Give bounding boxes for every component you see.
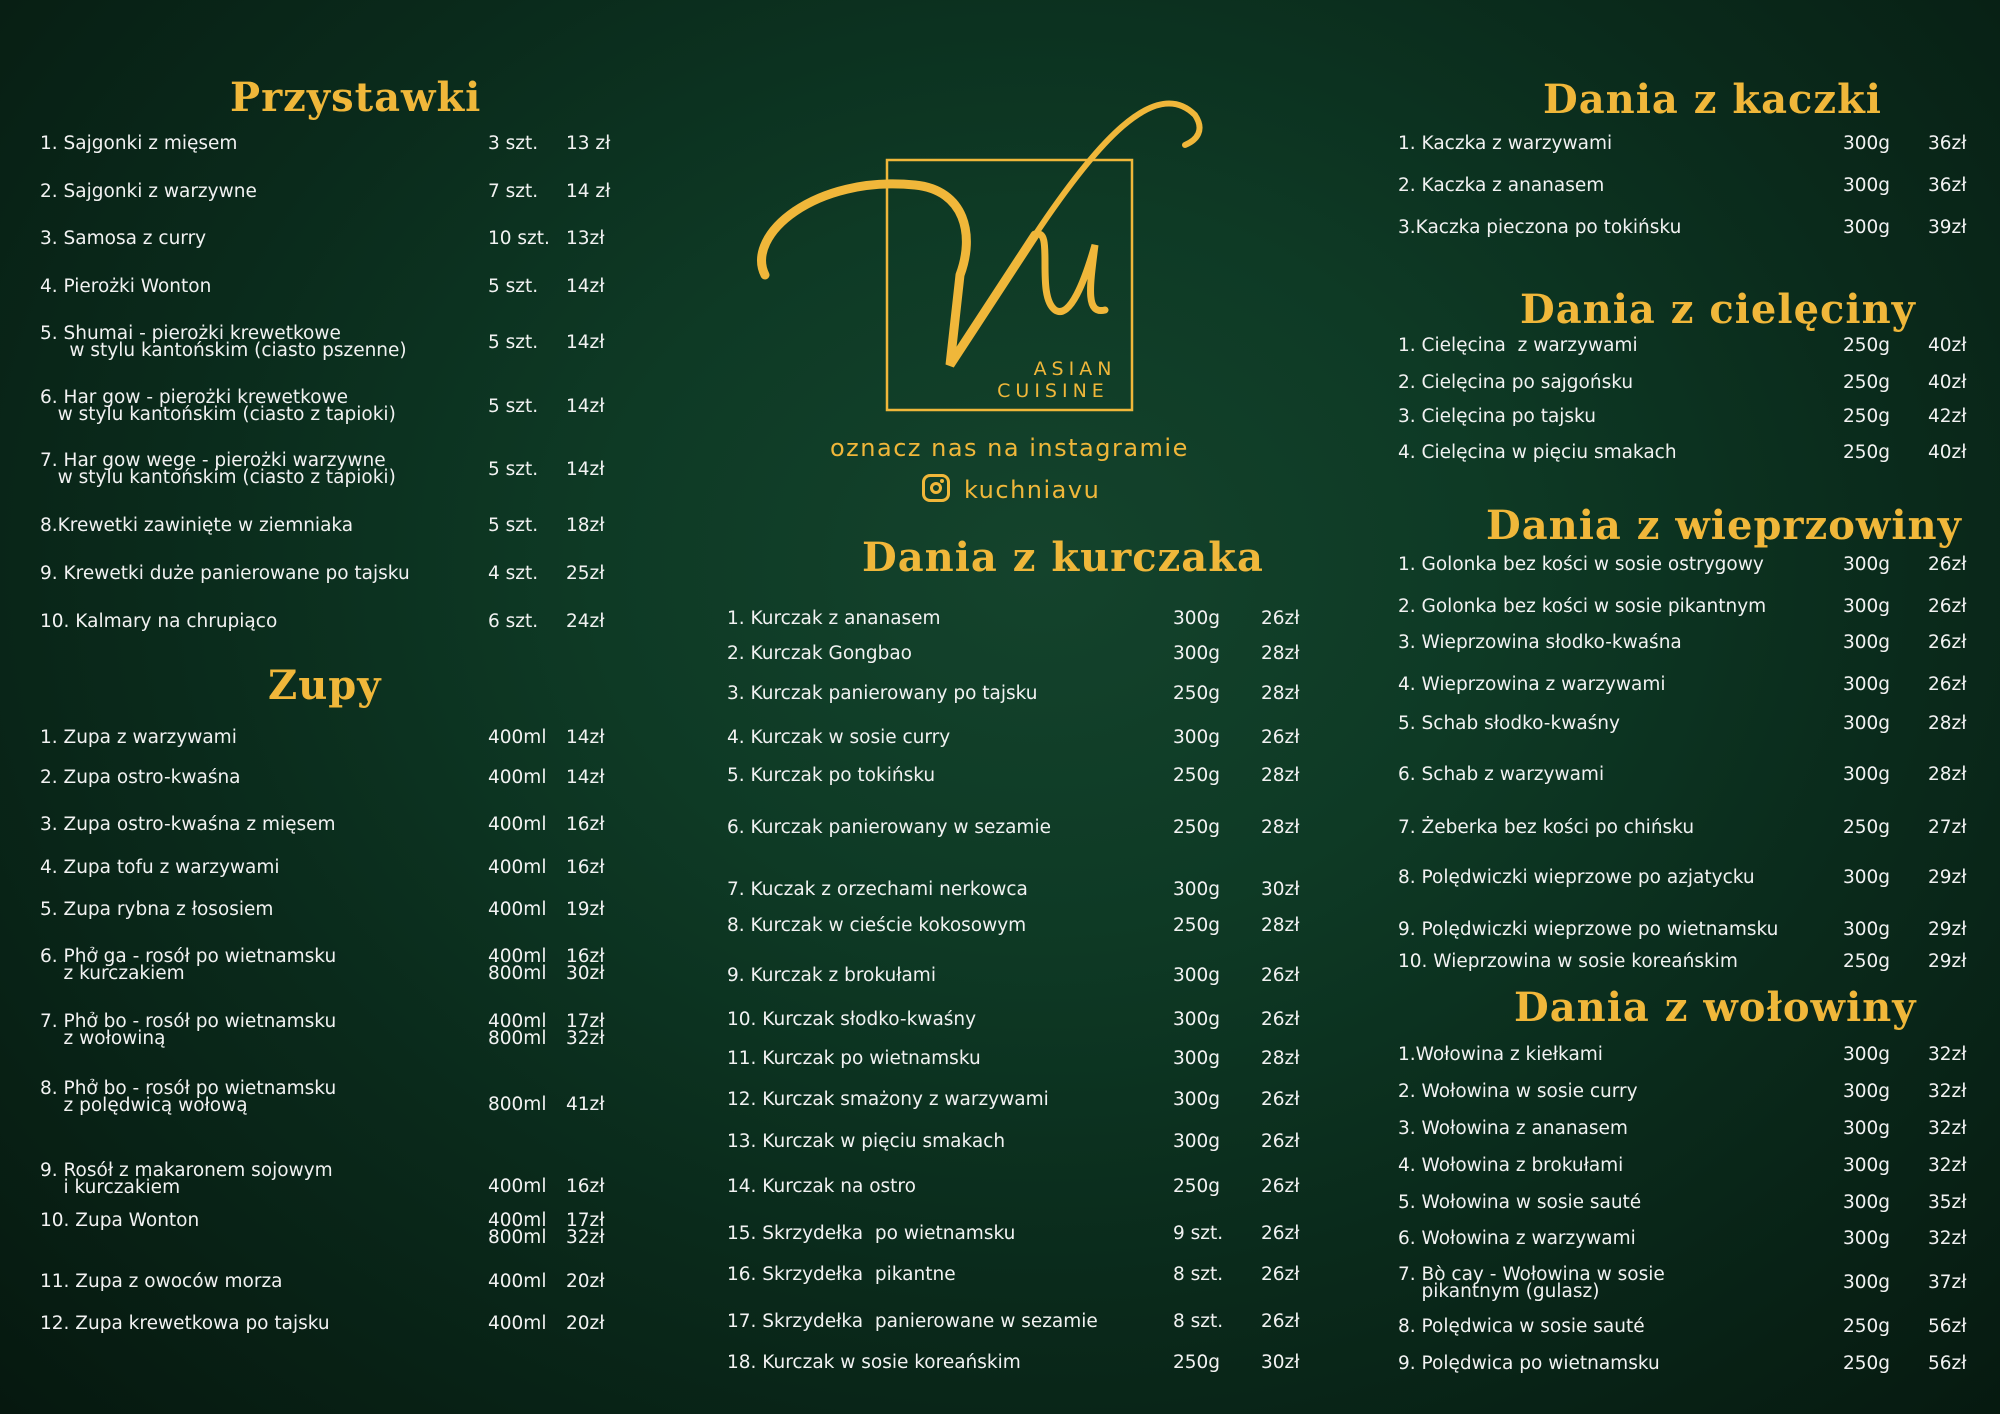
- item-quantity: 250g: [1173, 915, 1221, 936]
- item-price: 42zł: [1928, 406, 1967, 427]
- item-quantity: 300g: [1843, 713, 1891, 734]
- item-quantity: 300g: [1843, 764, 1891, 785]
- item-name: 3.Kaczka pieczona po tokińsku: [1398, 217, 1682, 238]
- item-quantity: 300g: [1843, 1155, 1891, 1176]
- item-name: 3. Samosa z curry: [40, 228, 207, 249]
- item-quantity: 400ml: [488, 1313, 547, 1334]
- item-price: 41zł: [566, 1094, 605, 1115]
- item-name: 11. Zupa z owoców morza: [40, 1271, 283, 1292]
- item-price: 28zł: [1261, 683, 1300, 704]
- item-price: 30zł: [1261, 1352, 1300, 1373]
- item-price: 26zł: [1928, 596, 1967, 617]
- item-name: 1. Kaczka z warzywami: [1398, 133, 1613, 154]
- item-price: 16zł: [566, 814, 605, 835]
- item-name: 3. Cielęcina po tajsku: [1398, 406, 1596, 427]
- item-price: 14zł: [566, 459, 605, 480]
- item-name: 14. Kurczak na ostro: [727, 1176, 916, 1197]
- item-name: 2. Cielęcina po sajgońsku: [1398, 372, 1634, 393]
- item-quantity: 250g: [1843, 335, 1891, 356]
- section-kurczak: [727, 0, 1367, 1414]
- item-quantity: 250g: [1843, 372, 1891, 393]
- item-name: 11. Kurczak po wietnamsku: [727, 1048, 981, 1069]
- item-quantity: 9 szt.: [1173, 1223, 1224, 1244]
- section-title-zupy: Zupy: [268, 662, 382, 709]
- item-price: 16zł 30zł: [566, 946, 605, 984]
- item-price: 26zł: [1261, 1089, 1300, 1110]
- item-quantity: 300g: [1843, 133, 1891, 154]
- item-name: 2. Zupa ostro-kwaśna: [40, 767, 241, 788]
- item-quantity: 300g: [1843, 1081, 1891, 1102]
- item-price: 14zł: [566, 332, 605, 353]
- item-price: 28zł: [1928, 713, 1967, 734]
- item-quantity: 10 szt.: [488, 228, 550, 249]
- item-name: 7. Bò cay - Wołowina w sosie pikantnym (gulasz): [1398, 1264, 1665, 1302]
- item-quantity: 5 szt.: [488, 276, 539, 297]
- item-price: 16zł: [566, 1176, 605, 1197]
- item-quantity: 400ml 800ml: [488, 1011, 547, 1049]
- item-name: 10. Zupa Wonton: [40, 1210, 200, 1231]
- item-quantity: 250g: [1843, 817, 1891, 838]
- item-name: 4. Wołowina z brokułami: [1398, 1155, 1624, 1176]
- item-name: 15. Skrzydełka po wietnamsku: [727, 1223, 1016, 1244]
- item-name: 1. Zupa z warzywami: [40, 727, 237, 748]
- item-price: 14 zł: [566, 181, 611, 202]
- item-name: 18. Kurczak w sosie koreańskim: [727, 1352, 1021, 1373]
- item-name: 4. Pierożki Wonton: [40, 276, 212, 297]
- item-price: 17zł 32zł: [566, 1210, 605, 1248]
- instagram-handle: kuchniavu: [964, 476, 1101, 504]
- section-title-kaczka: Dania z kaczki: [1543, 76, 1882, 123]
- item-name: 1. Kurczak z ananasem: [727, 608, 941, 629]
- item-quantity: 250g: [1843, 442, 1891, 463]
- item-quantity: 8 szt.: [1173, 1264, 1224, 1285]
- item-price: 26zł: [1261, 1264, 1300, 1285]
- section-title-przystawki: Przystawki: [230, 74, 482, 121]
- item-quantity: 300g: [1843, 1044, 1891, 1065]
- item-price: 29zł: [1928, 867, 1967, 888]
- instagram-prompt: oznacz nas na instagramie: [830, 434, 1189, 462]
- item-price: 14zł: [566, 276, 605, 297]
- item-price: 16zł: [566, 857, 605, 878]
- item-quantity: 300g: [1843, 867, 1891, 888]
- section-title-wieprzowina: Dania z wieprzowiny: [1486, 502, 1962, 549]
- item-price: 18zł: [566, 515, 605, 536]
- item-name: 1. Cielęcina z warzywami: [1398, 335, 1638, 356]
- item-quantity: 300g: [1173, 965, 1221, 986]
- item-quantity: 3 szt.: [488, 133, 539, 154]
- item-price: 32zł: [1928, 1081, 1967, 1102]
- item-quantity: 5 szt.: [488, 396, 539, 417]
- item-name: 9. Polędwiczki wieprzowe po wietnamsku: [1398, 919, 1779, 940]
- item-price: 28zł: [1261, 643, 1300, 664]
- item-price: 14zł: [566, 767, 605, 788]
- item-name: 6. Schab z warzywami: [1398, 764, 1605, 785]
- item-quantity: 400ml: [488, 727, 547, 748]
- item-quantity: 300g: [1843, 1228, 1891, 1249]
- item-name: 8. Phở bo - rosół po wietnamsku z polędwicą wołową: [40, 1078, 337, 1116]
- item-quantity: 300g: [1843, 1272, 1891, 1293]
- item-name: 6. Kurczak panierowany w sezamie: [727, 817, 1051, 838]
- item-name: 2. Kaczka z ananasem: [1398, 175, 1605, 196]
- item-price: 32zł: [1928, 1044, 1967, 1065]
- item-name: 8. Kurczak w cieście kokosowym: [727, 915, 1027, 936]
- item-price: 40zł: [1928, 442, 1967, 463]
- section-wolowina: [1398, 0, 1998, 1414]
- item-name: 1.Wołowina z kiełkami: [1398, 1044, 1603, 1065]
- item-quantity: 300g: [1843, 1192, 1891, 1213]
- item-price: 13 zł: [566, 133, 611, 154]
- item-quantity: 300g: [1173, 1089, 1221, 1110]
- item-quantity: 800ml: [488, 1094, 547, 1115]
- item-price: 26zł: [1928, 674, 1967, 695]
- item-name: 8. Polędwiczki wieprzowe po azjatycku: [1398, 867, 1755, 888]
- section-title-cielecina: Dania z cielęciny: [1520, 286, 1916, 333]
- item-name: 8.Krewetki zawinięte w ziemniaka: [40, 515, 354, 536]
- item-price: 24zł: [566, 611, 605, 632]
- item-price: 26zł: [1928, 554, 1967, 575]
- item-name: 9. Rosół z makaronem sojowym i kurczakiem: [40, 1160, 333, 1198]
- item-price: 25zł: [566, 563, 605, 584]
- item-name: 2. Kurczak Gongbao: [727, 643, 912, 664]
- item-quantity: 250g: [1843, 951, 1891, 972]
- item-quantity: 400ml: [488, 899, 547, 920]
- item-name: 17. Skrzydełka panierowane w sezamie: [727, 1311, 1098, 1332]
- item-price: 27zł: [1928, 817, 1967, 838]
- item-price: 26zł: [1261, 1009, 1300, 1030]
- item-quantity: 250g: [1173, 817, 1221, 838]
- item-name: 5. Wołowina w sosie sauté: [1398, 1192, 1642, 1213]
- section-title-wolowina: Dania z wołowiny: [1514, 984, 1917, 1031]
- item-price: 35zł: [1928, 1192, 1967, 1213]
- item-price: 39zł: [1928, 217, 1967, 238]
- item-price: 26zł: [1261, 1131, 1300, 1152]
- item-name: 10. Wieprzowina w sosie koreańskim: [1398, 951, 1738, 972]
- item-quantity: 400ml 800ml: [488, 1210, 547, 1248]
- item-quantity: 400ml: [488, 814, 547, 835]
- item-quantity: 300g: [1173, 1131, 1221, 1152]
- item-name: 7. Har gow wege - pierożki warzywne w stylu kantońskim (ciasto z tapioki): [40, 450, 396, 488]
- item-price: 20zł: [566, 1271, 605, 1292]
- item-quantity: 300g: [1843, 217, 1891, 238]
- item-price: 28zł: [1261, 817, 1300, 838]
- item-quantity: 300g: [1843, 674, 1891, 695]
- item-quantity: 300g: [1173, 727, 1221, 748]
- item-name: 5. Shumai - pierożki krewetkowe w stylu kantońskim (ciasto pszenne): [40, 323, 407, 361]
- item-name: 3. Kurczak panierowany po tajsku: [727, 683, 1038, 704]
- item-name: 5. Zupa rybna z łososiem: [40, 899, 274, 920]
- item-price: 26zł: [1928, 632, 1967, 653]
- item-price: 20zł: [566, 1313, 605, 1334]
- item-name: 10. Kalmary na chrupiąco: [40, 611, 278, 632]
- item-price: 28zł: [1261, 915, 1300, 936]
- item-name: 10. Kurczak słodko-kwaśny: [727, 1009, 977, 1030]
- item-name: 4. Wieprzowina z warzywami: [1398, 674, 1666, 695]
- item-name: 7. Kuczak z orzechami nerkowca: [727, 879, 1028, 900]
- item-name: 7. Żeberka bez kości po chińsku: [1398, 817, 1695, 838]
- item-name: 7. Phở bo - rosół po wietnamsku z wołowiną: [40, 1011, 337, 1049]
- item-name: 1. Sajgonki z mięsem: [40, 133, 238, 154]
- item-quantity: 300g: [1173, 1009, 1221, 1030]
- item-price: 28zł: [1261, 765, 1300, 786]
- item-quantity: 7 szt.: [488, 181, 539, 202]
- item-quantity: 5 szt.: [488, 459, 539, 480]
- item-price: 56zł: [1928, 1353, 1967, 1374]
- item-quantity: 300g: [1843, 554, 1891, 575]
- item-quantity: 8 szt.: [1173, 1311, 1224, 1332]
- item-name: 4. Zupa tofu z warzywami: [40, 857, 280, 878]
- item-price: 40zł: [1928, 372, 1967, 393]
- item-quantity: 300g: [1173, 608, 1221, 629]
- item-price: 30zł: [1261, 879, 1300, 900]
- item-price: 13zł: [566, 228, 605, 249]
- section-zupy: [40, 0, 640, 1414]
- item-price: 32zł: [1928, 1118, 1967, 1139]
- item-quantity: 250g: [1843, 1353, 1891, 1374]
- item-price: 29zł: [1928, 919, 1967, 940]
- item-quantity: 400ml: [488, 857, 547, 878]
- item-quantity: 250g: [1173, 765, 1221, 786]
- item-name: 2. Golonka bez kości w sosie pikantnym: [1398, 596, 1767, 617]
- item-quantity: 250g: [1843, 1316, 1891, 1337]
- item-name: 3. Wieprzowina słodko-kwaśna: [1398, 632, 1682, 653]
- item-quantity: 250g: [1173, 1352, 1221, 1373]
- item-name: 16. Skrzydełka pikantne: [727, 1264, 956, 1285]
- item-quantity: 6 szt.: [488, 611, 539, 632]
- item-price: 19zł: [566, 899, 605, 920]
- item-name: 6. Phở ga - rosół po wietnamsku z kurczakiem: [40, 946, 337, 984]
- item-quantity: 300g: [1843, 632, 1891, 653]
- item-quantity: 400ml: [488, 1271, 547, 1292]
- item-quantity: 300g: [1843, 175, 1891, 196]
- item-quantity: 400ml: [488, 767, 547, 788]
- item-name: 6. Wołowina z warzywami: [1398, 1228, 1636, 1249]
- logo-line1: ASIAN: [1033, 358, 1117, 380]
- item-name: 3. Wołowina z ananasem: [1398, 1118, 1628, 1139]
- item-name: 8. Polędwica w sosie sauté: [1398, 1316, 1645, 1337]
- item-price: 26zł: [1261, 965, 1300, 986]
- item-price: 37zł: [1928, 1272, 1967, 1293]
- item-quantity: 400ml: [488, 1176, 547, 1197]
- item-price: 14zł: [566, 396, 605, 417]
- item-quantity: 300g: [1173, 643, 1221, 664]
- item-name: 12. Zupa krewetkowa po tajsku: [40, 1313, 330, 1334]
- section-title-kurczak: Dania z kurczaka: [862, 534, 1264, 581]
- item-price: 17zł 32zł: [566, 1011, 605, 1049]
- item-price: 56zł: [1928, 1316, 1967, 1337]
- item-price: 28zł: [1261, 1048, 1300, 1069]
- item-quantity: 250g: [1173, 683, 1221, 704]
- item-price: 36zł: [1928, 175, 1967, 196]
- item-price: 36zł: [1928, 133, 1967, 154]
- logo-line2: CUISINE: [997, 380, 1109, 402]
- item-name: 9. Polędwica po wietnamsku: [1398, 1353, 1660, 1374]
- item-quantity: 250g: [1843, 406, 1891, 427]
- item-price: 26zł: [1261, 1311, 1300, 1332]
- item-quantity: 4 szt.: [488, 563, 539, 584]
- item-quantity: 300g: [1173, 879, 1221, 900]
- item-price: 26zł: [1261, 1223, 1300, 1244]
- item-price: 26zł: [1261, 727, 1300, 748]
- item-name: 5. Schab słodko-kwaśny: [1398, 713, 1620, 734]
- item-name: 2. Sajgonki z warzywne: [40, 181, 257, 202]
- item-price: 29zł: [1928, 951, 1967, 972]
- item-price: 32zł: [1928, 1155, 1967, 1176]
- item-quantity: 400ml 800ml: [488, 946, 547, 984]
- item-name: 5. Kurczak po tokińsku: [727, 765, 936, 786]
- item-name: 3. Zupa ostro-kwaśna z mięsem: [40, 814, 336, 835]
- item-name: 13. Kurczak w pięciu smakach: [727, 1131, 1006, 1152]
- item-quantity: 300g: [1843, 596, 1891, 617]
- item-price: 14zł: [566, 727, 605, 748]
- item-quantity: 300g: [1173, 1048, 1221, 1069]
- item-name: 4. Cielęcina w pięciu smakach: [1398, 442, 1677, 463]
- item-price: 28zł: [1928, 764, 1967, 785]
- item-name: 9. Krewetki duże panierowane po tajsku: [40, 563, 410, 584]
- item-name: 9. Kurczak z brokułami: [727, 965, 936, 986]
- item-price: 26zł: [1261, 1176, 1300, 1197]
- item-name: 4. Kurczak w sosie curry: [727, 727, 951, 748]
- item-price: 26zł: [1261, 608, 1300, 629]
- item-price: 32zł: [1928, 1228, 1967, 1249]
- item-price: 40zł: [1928, 335, 1967, 356]
- item-quantity: 5 szt.: [488, 332, 539, 353]
- item-name: 2. Wołowina w sosie curry: [1398, 1081, 1638, 1102]
- item-quantity: 250g: [1173, 1176, 1221, 1197]
- item-quantity: 300g: [1843, 1118, 1891, 1139]
- item-name: 6. Har gow - pierożki krewetkowe w stylu kantońskim (ciasto z tapioki): [40, 387, 396, 425]
- item-quantity: 300g: [1843, 919, 1891, 940]
- item-name: 1. Golonka bez kości w sosie ostrygowy: [1398, 554, 1764, 575]
- item-quantity: 5 szt.: [488, 515, 539, 536]
- item-name: 12. Kurczak smażony z warzywami: [727, 1089, 1049, 1110]
